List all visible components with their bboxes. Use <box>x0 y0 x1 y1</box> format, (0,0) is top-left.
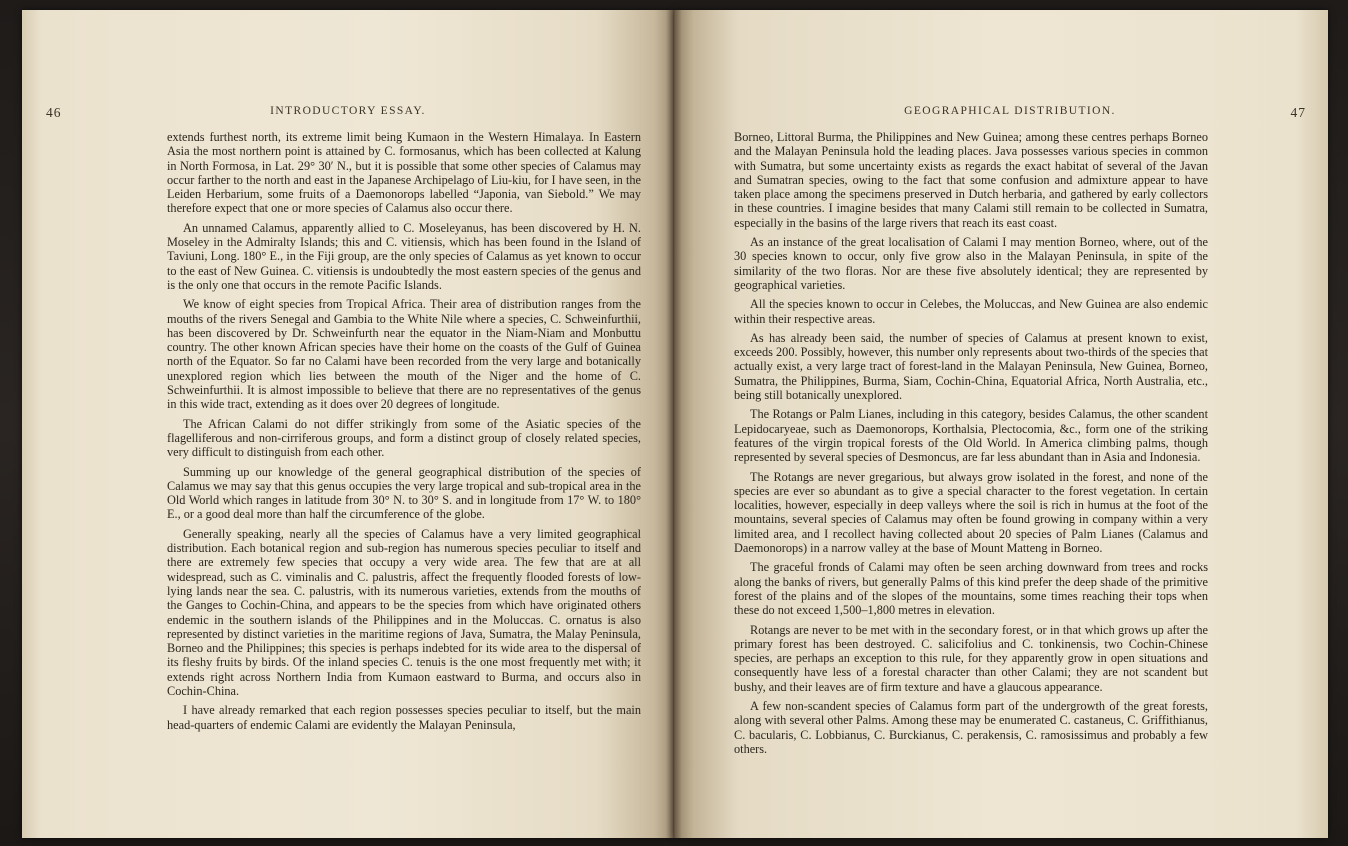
right-page <box>674 10 1328 838</box>
paragraph: As an instance of the great localisation of Calami I may mention Borneo, where, out of the 30 species known to occur, only five grow also in the Malayan Peninsula, in spite of the similarity of the two floras. Nor are these five absolutely identical; they are represented by geographical varieties. <box>734 235 1208 292</box>
paragraph: extends furthest north, its extreme limit being Kumaon in the Western Himalaya. In Eastern Asia the most northern point is attained by C. formosanus, which has been collected at Kalung in North Formosa, in Lat. 29° 30′ N., but it is possible that some other species of Calamus may occur farther to the north and east in the Japanese Archipelago of Liu-kiu, for I have seen, in the Leiden Herbarium, some fruits of a Daemonorops labelled “Japonia, van Siebold.” We may therefore expect that one or more species of Calamus also occur there. <box>167 130 641 216</box>
paragraph: The graceful fronds of Calami may often be seen arching downward from trees and rocks along the banks of rivers, but generally Palms of this kind prefer the deep shade of the primitive forest of the plains and of the slopes of the mountains, some times reaching their tops when these do not exceed 1,500–1,800 metres in elevation. <box>734 560 1208 618</box>
paragraph: We know of eight species from Tropical Africa. Their area of distribution ranges from the mouths of the rivers Senegal and Gambia to the White Nile where a species, C. Schweinfurthii, has been discovered by Dr. Schweinfurth near the equator in the Niam-Niam and Monbuttu country. The other known African species have their home on the coasts of the Gulf of Guinea north of the Equator. So far no Calami have been recorded from the very large and botanically unexplored region which lies between the mouth of the Niger and the home of C. Schweinfurthii. It is almost impossible to believe that there are no representatives of the genus in this wide tract, extending as it does over 20 degrees of longitude. <box>167 297 641 412</box>
paragraph: Borneo, Littoral Burma, the Philippines and New Guinea; among these centres perhaps Borneo and the Malayan Peninsula hold the leading places. Java possesses various species in common with Sumatra, but some uncertainty exists as regards the exact habitat of several of the Javan and Sumatran species, owing to the fact that some confusion and admixture appear to have taken place among the specimens preserved in Dutch herbaria, and gathered by early collectors in these countries. I imagine besides that many Calami still remain to be collected in Sumatra, especially in the basins of the large rivers that reach its east coast. <box>734 130 1208 230</box>
paragraph: As has already been said, the number of species of Calamus at present known to exist, exceeds 200. Possibly, however, this number only represents about two-thirds of the species that actually exist, a very large tract of forest-land in the Malayan Peninsula, New Guinea, Borneo, Sumatra, the Philippines, Burma, Siam, Cochin-China, Equatorial Africa, North Australia, etc., being still botanically unexplored. <box>734 330 1208 403</box>
left-page <box>22 10 674 838</box>
right-text-block <box>734 130 1208 761</box>
paragraph: Rotangs are never to be met with in the secondary forest, or in that which grows up after the primary forest has been destroyed. C. salicifolius and C. tonkinensis, two Cochin-Chinese species, are perhaps an exception to this rule, for they apparently grow in open situations and consequently have less of a forestal character than other Calami; they are not scandent but bushy, and their leaves are of firm texture and have a glaucous appearance. <box>734 622 1208 694</box>
right-running-head <box>714 105 1306 121</box>
left-running-title: INTRODUCTORY ESSAY. <box>270 105 426 117</box>
paragraph: Summing up our knowledge of the general geographical distribution of the species of Calamus we may say that this genus occupies the very large tropical and sub-tropical area in the Old World which ranges in latitude from 30° N. to 30° S. and in longitude from 17° W. to 180° E., or a good deal more than half the circumference of the globe. <box>167 464 641 522</box>
paragraph: The Rotangs or Palm Lianes, including in this category, besides Calamus, the other scandent Lepidocaryeae, such as Daemonorops, Korthalsia, Plectocomia, &c., form one of the striking features of the virgin tropical forests of the Old World. In America climbing palms, though represented by several species of Desmoncus, are far less abundant than in Asia and Indonesia. <box>734 407 1208 465</box>
paragraph: Generally speaking, nearly all the species of Calamus have a very limited geographical distribution. Each botanical region and sub-region has numerous species peculiar to itself and there are extremely few species that occupy a very wide area. The few that are at all widespread, such as C. viminalis and C. palustris, affect the frequently flooded forests of low-lying lands near the sea. C. palustris, with its numerous varieties, extends from the mouths of the Ganges to Cochin-China, and appears to be the species from which have originated others endemic in the southern islands of the Philippines and in the Moluccas. C. ornatus is also represented by distinct varieties in the maritime regions of Java, Sumatra, the Malay Peninsula, Borneo and the Philippines; this species is perhaps indebted for its wide area to the dispersal of its fleshy fruits by birds. Of the inland species C. tenuis is the one most frequently met with; it extends right across Northern India from Kumaon eastward to Burma, and occurs also in Cochin-China. <box>167 526 641 698</box>
paragraph: A few non-scandent species of Calamus form part of the undergrowth of the great forests, along with several other Palms. Among these may be enumerated C. castaneus, C. Griffithianus, C. bacularis, C. Lobbianus, C. Burckianus, C. perakensis, C. ramosissimus and probably a few others. <box>734 698 1208 756</box>
left-page-number: 46 <box>46 105 62 120</box>
left-text-block <box>167 130 641 737</box>
paragraph: The African Calami do not differ strikingly from some of the Asiatic species of the flagelliferous and non-cirriferous groups, and form a distinct group of closely related species, very difficult to distinguish from each other. <box>167 416 641 460</box>
book-gutter <box>666 10 682 838</box>
paragraph: The Rotangs are never gregarious, but always grow isolated in the forest, and none of the species are ever so abundant as to give a special character to the forest vegetation. In certain localities, however, especially in deep valleys where the soil is rich in humus at the foot of the mountains, several species of Calamus may often be found growing in company within a very limited area, and I recollect having collected about 20 species of Palm Lianes (Calamus and Daemonorops) in a narrow valley at the base of Mount Matteng in Borneo. <box>734 469 1208 556</box>
paragraph: All the species known to occur in Celebes, the Moluccas, and New Guinea are also endemic within their respective areas. <box>734 297 1208 326</box>
paragraph: I have already remarked that each region possesses species peculiar to itself, but the main head-quarters of endemic Calami are evidently the Malayan Peninsula, <box>167 703 641 732</box>
paragraph: An unnamed Calamus, apparently allied to C. Moseleyanus, has been discovered by H. N. Moseley in the Admiralty Islands; this and C. vitiensis, which has been found in the Island of Taviuni, Long. 180° E., in the Fiji group, are the only species of Calamus as yet known to occur to the east of New Guinea. C. vitiensis is undoubtedly the most eastern species of the genus and is the only one that occurs in the remote Pacific Islands. <box>167 220 641 292</box>
right-running-title: GEOGRAPHICAL DISTRIBUTION. <box>904 105 1116 117</box>
left-running-head <box>46 105 650 121</box>
right-page-number: 47 <box>1290 105 1306 120</box>
